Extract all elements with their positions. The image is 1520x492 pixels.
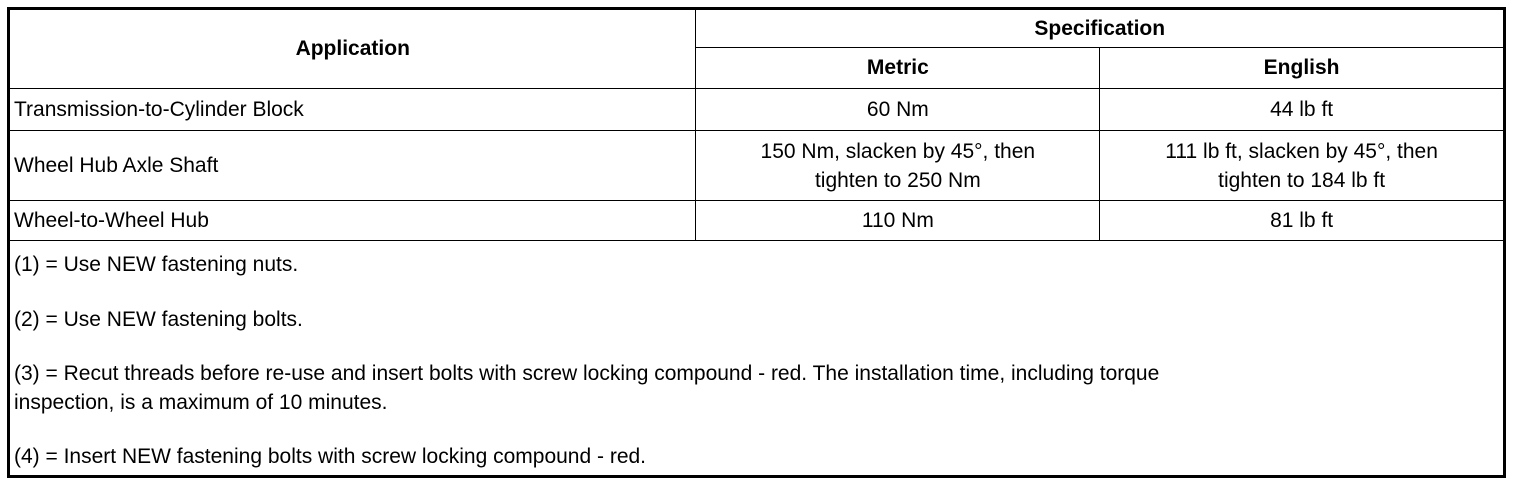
metric-line: 110 Nm: [861, 209, 934, 232]
table-row: [9, 201, 1505, 241]
metric-line: 60 Nm: [866, 98, 929, 121]
english-line: 81 lb ft: [1270, 209, 1334, 232]
note-2: (2) = Use NEW fastening bolts.: [14, 308, 303, 331]
torque-spec-document: [7, 7, 1505, 478]
table-row: [9, 89, 1505, 131]
notes-row: [9, 241, 1505, 477]
note-3: (3) = Recut threads before re-use and insert bolts with screw locking compound - red. The installation time, including torque: [14, 362, 1160, 385]
header-english: English: [1100, 48, 1505, 89]
header-row-top: [9, 9, 1505, 48]
row-metric: [696, 201, 1100, 241]
row-application: Transmission-to-Cylinder Block: [9, 89, 696, 131]
note-4: (4) = Insert NEW fastening bolts with screw locking compound - red.: [14, 445, 647, 468]
note-3-continued: inspection, is a maximum of 10 minutes.: [14, 391, 388, 414]
english-line: 111 lb ft, slacken by 45°, then: [1165, 139, 1438, 163]
header-application: Application: [9, 9, 696, 89]
torque-specification-table: [7, 7, 1506, 478]
row-application: Wheel-to-Wheel Hub: [9, 201, 696, 241]
note-1: (1) = Use NEW fastening nuts.: [14, 253, 299, 276]
row-english: [1100, 89, 1505, 131]
notes-cell: [9, 241, 1505, 477]
english-line: 44 lb ft: [1270, 98, 1334, 121]
row-metric: [696, 131, 1100, 201]
row-english: [1100, 201, 1505, 241]
row-metric: [696, 89, 1100, 131]
english-line: tighten to 184 lb ft: [1218, 168, 1386, 192]
header-specification: Specification: [696, 9, 1505, 48]
row-application: Wheel Hub Axle Shaft: [9, 131, 696, 201]
header-metric: Metric: [696, 48, 1100, 89]
metric-line: tighten to 250 Nm: [814, 168, 981, 192]
table-row: [9, 131, 1505, 201]
row-english: [1100, 131, 1505, 201]
metric-line: 150 Nm, slacken by 45°, then: [760, 139, 1036, 163]
